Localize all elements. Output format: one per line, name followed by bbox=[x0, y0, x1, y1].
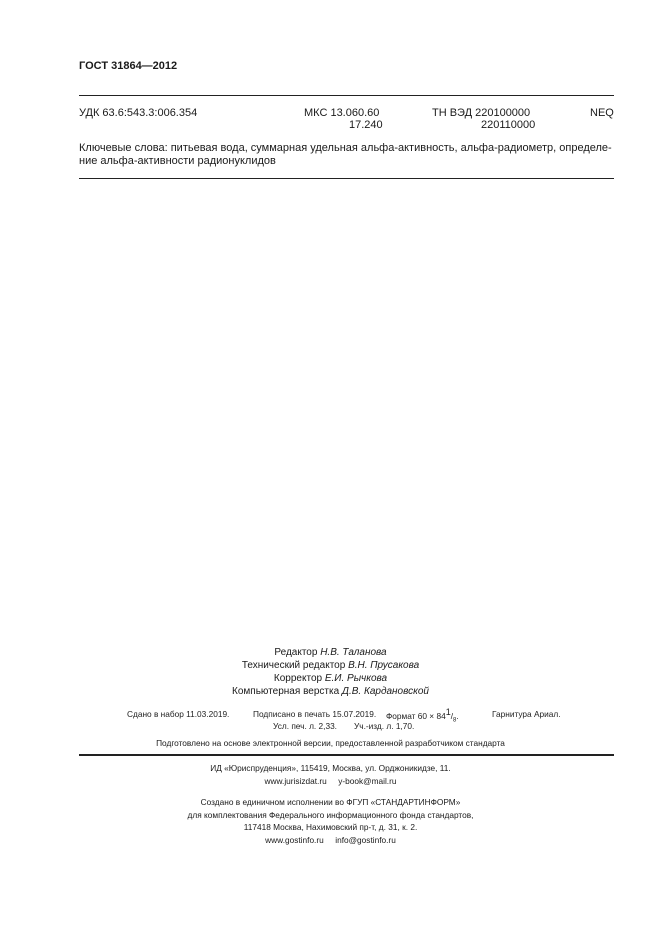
credit-proofreader: Корректор Е.И. Рычкова bbox=[273, 673, 388, 684]
producer-contacts: www.gostinfo.ru info@gostinfo.ru bbox=[265, 834, 396, 845]
publisher-contacts: www.jurisizdat.ru y-book@mail.ru bbox=[264, 775, 397, 786]
divider-top bbox=[79, 95, 614, 96]
credit-editor: Редактор Н.В. Таланова bbox=[274, 647, 387, 658]
tn-ved-code: ТН ВЭД 220100000 bbox=[432, 107, 531, 119]
producer-line-2: для комплектования Федерального информационного фонда стандартов, bbox=[187, 809, 474, 820]
credit-layout: Компьютерная верстка Д.В. Кардановской bbox=[232, 686, 429, 697]
tn-ved-code-second: 220110000 bbox=[481, 119, 536, 131]
producer-block bbox=[0, 796, 661, 846]
publisher-address: ИД «Юриспруденция», 115419, Москва, ул. Орджоникидзе, 11. bbox=[210, 763, 451, 773]
producer-line-1: Создано в единичном исполнении во ФГУП «СТАНДАРТИНФОРМ» bbox=[200, 797, 461, 807]
credits-block bbox=[0, 646, 661, 698]
udk-code: УДК 63.6:543.3:006.354 bbox=[79, 107, 198, 119]
keywords-block bbox=[79, 142, 614, 168]
signed-date: Подписано в печать 15.07.2019. bbox=[253, 709, 377, 719]
prepared-note: Подготовлено на основе электронной версии, предоставленной разработчиком стандарта bbox=[156, 738, 505, 748]
edition-sheets: Уч.-изд. л. 1,70. bbox=[354, 721, 415, 731]
publisher-block bbox=[0, 762, 661, 787]
divider-keywords bbox=[79, 178, 614, 179]
keywords-line-1: Ключевые слова: питьевая вода, суммарная удельная альфа-активность, альфа-радиометр, определе- bbox=[79, 142, 612, 154]
credit-tech-editor: Технический редактор В.Н. Прусакова bbox=[241, 660, 420, 671]
mks-code-second: 17.240 bbox=[349, 119, 383, 131]
equivalence-mark: NEQ bbox=[590, 107, 614, 119]
document-header: ГОСТ 31864—2012 bbox=[79, 60, 178, 72]
divider-publisher bbox=[79, 754, 614, 756]
printed-sheets: Усл. печ. л. 2,33. bbox=[273, 721, 337, 731]
typeface: Гарнитура Ариал. bbox=[492, 709, 561, 719]
paper-format: Формат $60 \times 84^1/_8$. bbox=[386, 707, 459, 724]
producer-address: 117418 Москва, Нахимовский пр-т, д. 31, к. 2. bbox=[243, 822, 418, 832]
mks-code: МКС 13.060.60 bbox=[304, 107, 380, 119]
keywords-line-2: ние альфа-активности радионуклидов bbox=[79, 155, 276, 167]
submitted-date: Сдано в набор 11.03.2019. bbox=[127, 709, 230, 719]
